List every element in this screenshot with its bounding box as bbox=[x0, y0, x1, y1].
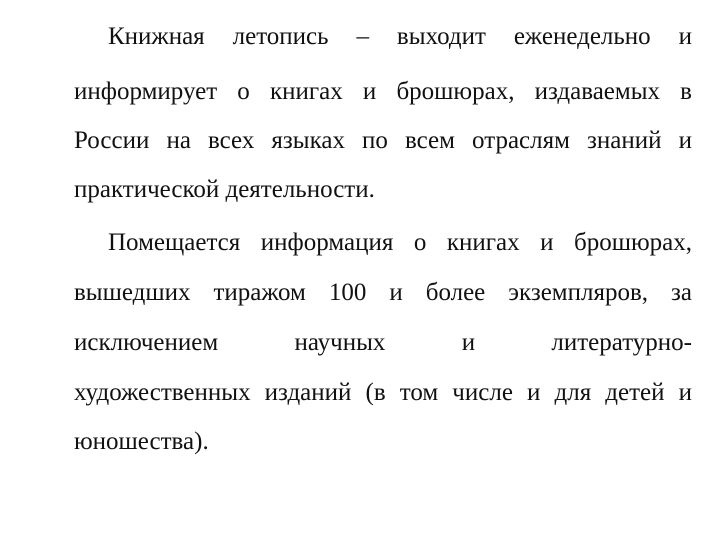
paragraph-line: юношества). bbox=[74, 428, 209, 455]
paragraph-line: информирует о книгах и брошюрах, издаваемых в bbox=[74, 78, 692, 105]
paragraph-line: художественных изданий (в том числе и для детей и bbox=[74, 379, 692, 406]
paragraph-line: Книжная летопись – выходит еженедельно и bbox=[108, 23, 692, 50]
paragraph-line: России на всех языках по всем отраслям знаний и bbox=[74, 127, 692, 154]
paragraph-line: практической деятельности. bbox=[74, 176, 375, 203]
paragraph-line: Помещается информация о книгах и брошюрах, bbox=[108, 229, 692, 256]
paragraph-line: вышедших тиражом 100 и более экземпляров, за bbox=[74, 279, 692, 306]
paragraph-line: исключением научных и литературно- bbox=[74, 329, 692, 356]
